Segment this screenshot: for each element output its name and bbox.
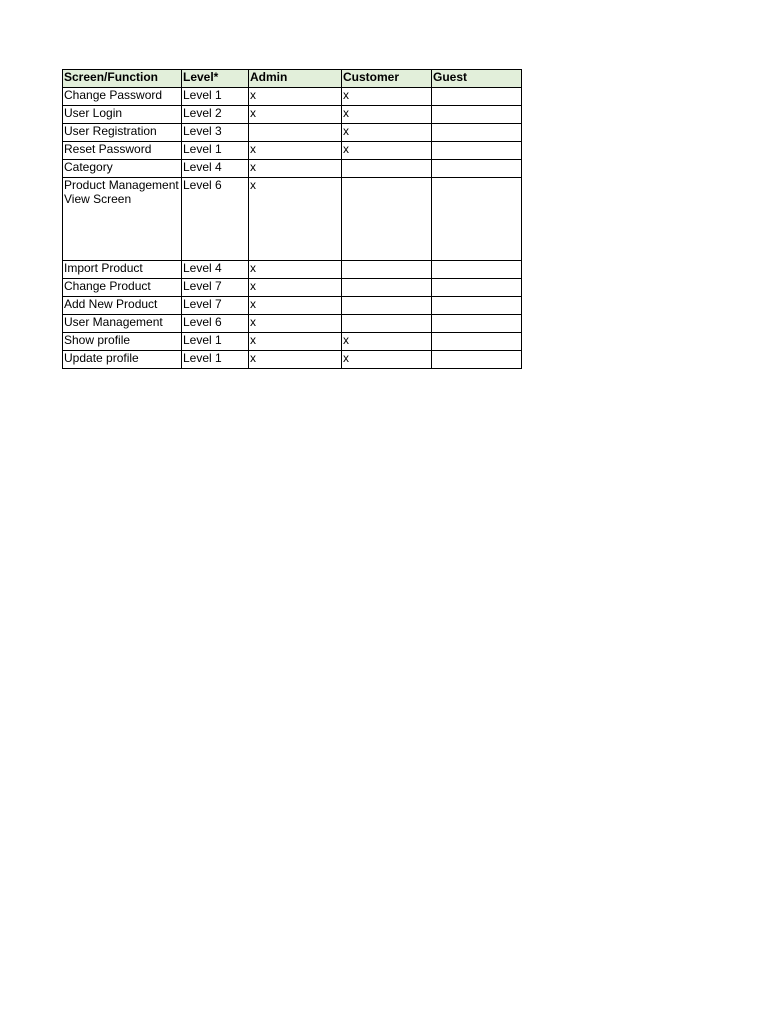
table-row bbox=[63, 351, 522, 369]
customer-cell: x bbox=[342, 106, 432, 124]
customer-cell: x bbox=[342, 333, 432, 351]
header-screen-function: Screen/Function bbox=[63, 70, 182, 88]
level-cell: Level 4 bbox=[182, 160, 249, 178]
function-cell: User Management bbox=[63, 315, 182, 333]
table-row bbox=[63, 88, 522, 106]
table-row bbox=[63, 279, 522, 297]
function-cell: Change Password bbox=[63, 88, 182, 106]
admin-cell: x bbox=[249, 88, 342, 106]
guest-cell bbox=[432, 279, 522, 297]
admin-cell bbox=[249, 124, 342, 142]
customer-cell bbox=[342, 297, 432, 315]
function-cell: Add New Product bbox=[63, 297, 182, 315]
customer-cell bbox=[342, 261, 432, 279]
function-cell: Reset Password bbox=[63, 142, 182, 160]
table-row bbox=[63, 106, 522, 124]
guest-cell bbox=[432, 178, 522, 261]
admin-cell: x bbox=[249, 142, 342, 160]
admin-cell: x bbox=[249, 106, 342, 124]
level-cell: Level 1 bbox=[182, 351, 249, 369]
customer-cell bbox=[342, 315, 432, 333]
function-cell: User Login bbox=[63, 106, 182, 124]
admin-cell: x bbox=[249, 160, 342, 178]
customer-cell: x bbox=[342, 142, 432, 160]
admin-cell: x bbox=[249, 261, 342, 279]
level-cell: Level 1 bbox=[182, 142, 249, 160]
level-cell: Level 3 bbox=[182, 124, 249, 142]
level-cell: Level 7 bbox=[182, 297, 249, 315]
guest-cell bbox=[432, 106, 522, 124]
function-cell: Import Product bbox=[63, 261, 182, 279]
customer-cell: x bbox=[342, 351, 432, 369]
guest-cell bbox=[432, 261, 522, 279]
admin-cell: x bbox=[249, 178, 342, 261]
level-cell: Level 6 bbox=[182, 315, 249, 333]
guest-cell bbox=[432, 142, 522, 160]
level-cell: Level 7 bbox=[182, 279, 249, 297]
guest-cell bbox=[432, 124, 522, 142]
level-cell: Level 4 bbox=[182, 261, 249, 279]
header-guest: Guest bbox=[432, 70, 522, 88]
table-row bbox=[63, 160, 522, 178]
guest-cell bbox=[432, 88, 522, 106]
header-level: Level* bbox=[182, 70, 249, 88]
permission-table bbox=[62, 69, 522, 369]
header-customer: Customer bbox=[342, 70, 432, 88]
admin-cell: x bbox=[249, 297, 342, 315]
admin-cell: x bbox=[249, 315, 342, 333]
function-cell: Category bbox=[63, 160, 182, 178]
admin-cell: x bbox=[249, 351, 342, 369]
table-row bbox=[63, 297, 522, 315]
level-cell: Level 2 bbox=[182, 106, 249, 124]
guest-cell bbox=[432, 315, 522, 333]
header-admin: Admin bbox=[249, 70, 342, 88]
customer-cell bbox=[342, 279, 432, 297]
guest-cell bbox=[432, 333, 522, 351]
table-row bbox=[63, 333, 522, 351]
table-row bbox=[63, 124, 522, 142]
guest-cell bbox=[432, 160, 522, 178]
admin-cell: x bbox=[249, 279, 342, 297]
header-row bbox=[63, 70, 522, 88]
function-cell: Product Management View Screen bbox=[63, 178, 182, 261]
function-cell: Update profile bbox=[63, 351, 182, 369]
function-cell: Change Product bbox=[63, 279, 182, 297]
table-row bbox=[63, 315, 522, 333]
guest-cell bbox=[432, 297, 522, 315]
guest-cell bbox=[432, 351, 522, 369]
function-cell: User Registration bbox=[63, 124, 182, 142]
level-cell: Level 1 bbox=[182, 333, 249, 351]
function-cell: Show profile bbox=[63, 333, 182, 351]
customer-cell: x bbox=[342, 124, 432, 142]
table-row bbox=[63, 261, 522, 279]
customer-cell bbox=[342, 160, 432, 178]
level-cell: Level 1 bbox=[182, 88, 249, 106]
table-row bbox=[63, 178, 522, 261]
customer-cell: x bbox=[342, 88, 432, 106]
table-row bbox=[63, 142, 522, 160]
customer-cell bbox=[342, 178, 432, 261]
level-cell: Level 6 bbox=[182, 178, 249, 261]
admin-cell: x bbox=[249, 333, 342, 351]
